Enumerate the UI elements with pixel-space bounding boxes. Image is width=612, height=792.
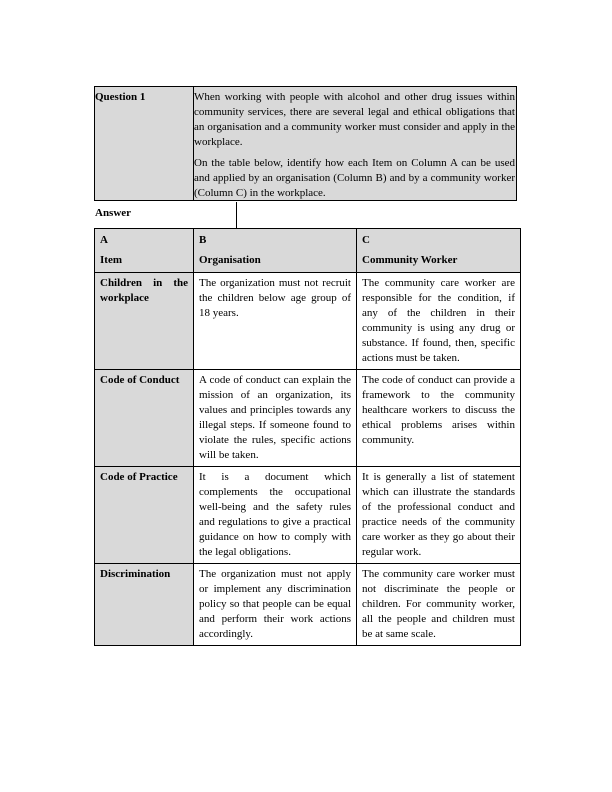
table-row <box>95 564 521 646</box>
table-header-row <box>95 229 521 273</box>
organisation-cell: A code of conduct can explain the mission of an organization, its values and principles towards any illegal steps. If someone found to violate the rules, specific actions will be taken. <box>194 370 357 467</box>
header-letter: A <box>100 234 108 246</box>
worker-cell: The code of conduct can provide a framework to the community healthcare workers to discuss the ethical problems arises within community. <box>357 370 521 467</box>
header-letter: B <box>199 234 207 246</box>
answer-divider <box>236 202 237 229</box>
header-name: Organisation <box>199 254 261 266</box>
header-name: Item <box>100 254 122 266</box>
item-cell: Code of Practice <box>95 467 194 564</box>
table-row <box>95 467 521 564</box>
table-row <box>95 370 521 467</box>
worker-cell: The community care worker are responsible for the condition, if any of the children in their community is using any drug or substance. If found, then, specific actions must be taken. <box>357 273 521 370</box>
question-box <box>94 86 517 201</box>
question-paragraph: On the table below, identify how each Item on Column A can be used and applied by an organisation (Column B) and by a community worker (Column C) in the workplace. <box>194 157 515 199</box>
answer-table <box>94 228 521 646</box>
organisation-cell: The organization must not recruit the children below age group of 18 years. <box>194 273 357 370</box>
worker-cell: It is generally a list of statement which can illustrate the standards of the professional conduct and practice needs of the community care worker as they go about their regular work. <box>357 467 521 564</box>
header-cell-item <box>95 229 194 273</box>
answer-label: Answer <box>95 207 132 219</box>
question-label: Question 1 <box>95 91 146 103</box>
item-cell: Discrimination <box>95 564 194 646</box>
question-paragraph: When working with people with alcohol and other drug issues within community services, there are several legal and ethical obligations that an organisation and a community worker must consider and apply in the workplace. <box>194 91 515 148</box>
header-cell-organisation <box>194 229 357 273</box>
question-text <box>194 90 515 207</box>
header-name: Community Worker <box>362 254 458 266</box>
item-cell: Code of Conduct <box>95 370 194 467</box>
item-cell: Children in the workplace <box>95 273 194 370</box>
header-cell-worker <box>357 229 521 273</box>
worker-cell: The community care worker must not discriminate the people or children. For community worker, all the people and children must be at same scale. <box>357 564 521 646</box>
header-letter: C <box>362 234 370 246</box>
organisation-cell: It is a document which complements the occupational well-being and the safety rules and regulations to give a practical guidance on how to comply with the legal obligations. <box>194 467 357 564</box>
organisation-cell: The organization must not apply or implement any discrimination policy so that people can be equal and perform their work actions accordingly. <box>194 564 357 646</box>
table-row <box>95 273 521 370</box>
